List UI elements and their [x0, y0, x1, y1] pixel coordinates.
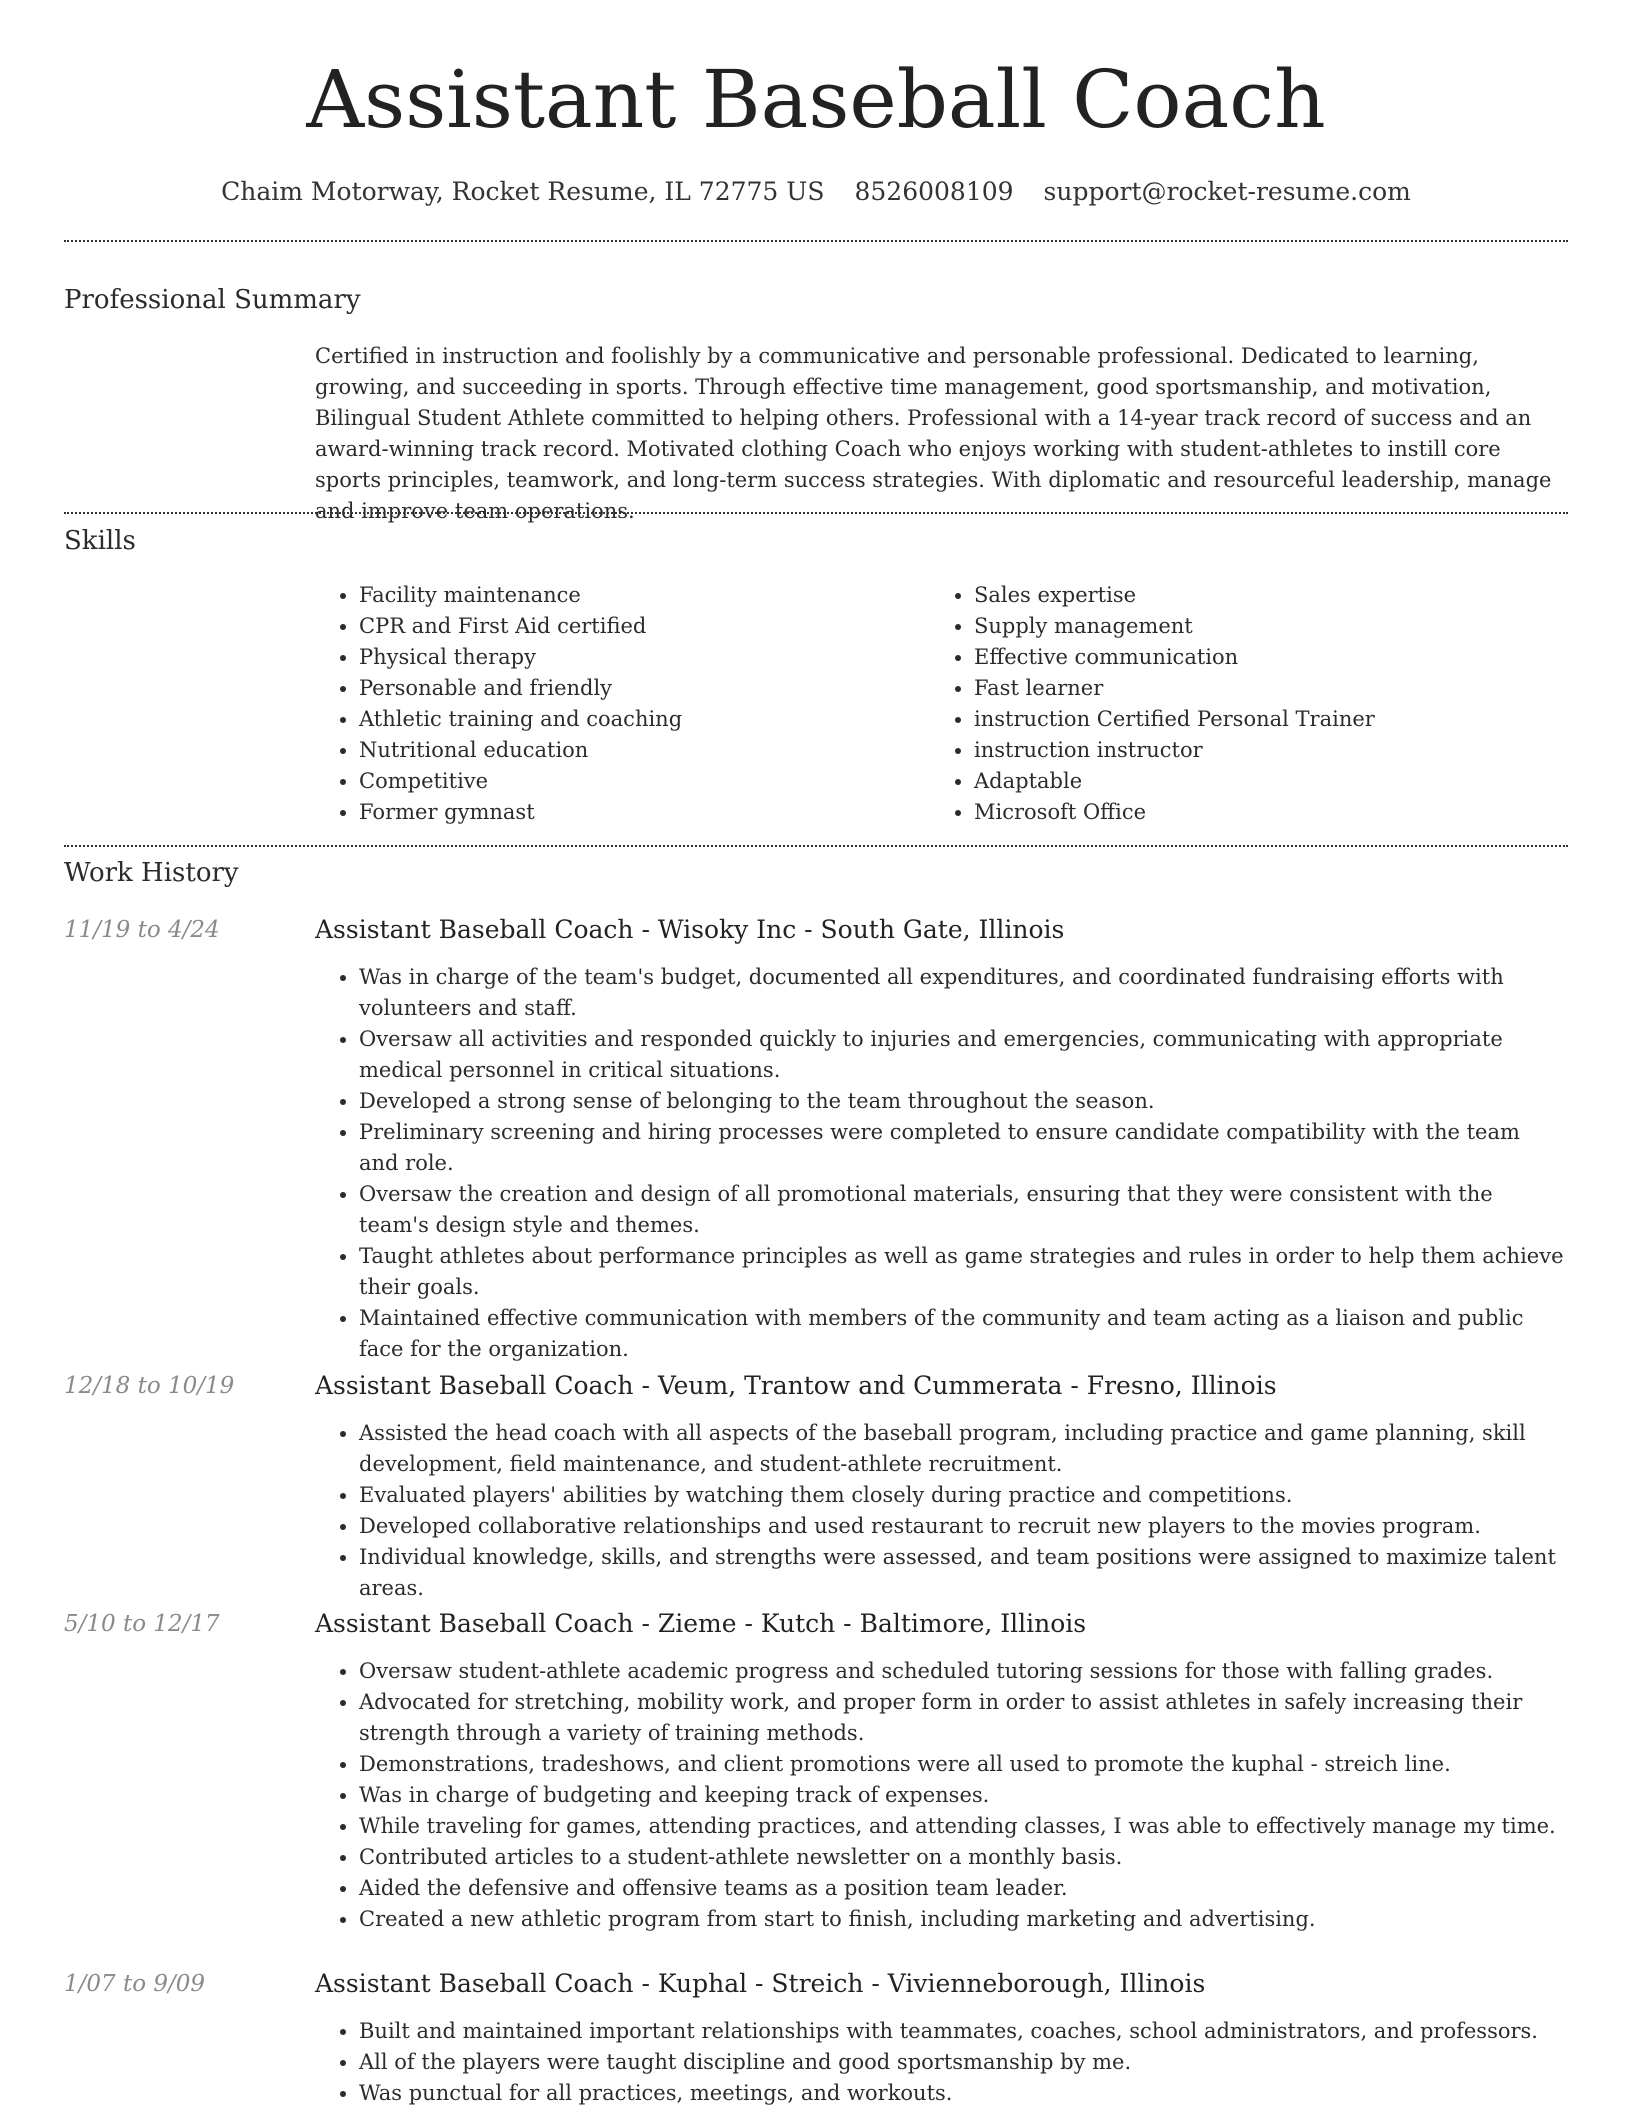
job-bullet: • Was punctual for all practices, meetings, and workouts. — [359, 2078, 1566, 2109]
job-title: Assistant Baseball Coach - Veum, Trantow and Cummerata - Fresno, Illinois — [315, 1371, 1277, 1400]
job-bullet: • Oversaw the creation and design of all promotional materials, ensuring that they were consistent with the team's design style and themes. — [359, 1179, 1566, 1241]
skill-item: • Sales expertise — [974, 580, 1545, 611]
skills-list — [315, 580, 1566, 828]
skill-item: • Adaptable — [974, 766, 1545, 797]
job-bullet: • Evaluated players' abilities by watching them closely during practice and competitions. — [359, 1480, 1566, 1511]
skill-item: • Former gymnast — [359, 797, 930, 828]
job-bullet: • Developed a strong sense of belonging to the team throughout the season. — [359, 1086, 1566, 1117]
job-bullet: • Was in charge of budgeting and keeping track of expenses. — [359, 1780, 1566, 1811]
contact-email: support@rocket-resume.com — [1043, 177, 1411, 206]
skill-item: • Facility maintenance — [359, 580, 930, 611]
contact-phone: 8526008109 — [854, 177, 1014, 206]
skill-item: • CPR and First Aid certified — [359, 611, 930, 642]
skill-item: • instruction Certified Personal Trainer — [974, 704, 1545, 735]
job-bullet: • Contributed articles to a student-athlete newsletter on a monthly basis. — [359, 1842, 1566, 1873]
resume-title: Assistant Baseball Coach — [306, 53, 1326, 146]
job-bullet: • Was in charge of the team's budget, documented all expenditures, and coordinated fundraising efforts with volunteers and staff. — [359, 962, 1566, 1024]
section-title-skills: Skills — [64, 526, 136, 556]
job-bullet: • Taught athletes about performance principles as well as game strategies and rules in order to help them achieve their goals. — [359, 1241, 1566, 1303]
job-bullets — [315, 1418, 1566, 1604]
job-bullet: • All of the players were taught discipline and good sportsmanship by me. — [359, 2047, 1566, 2078]
job-bullet: • Oversaw student-athlete academic progress and scheduled tutoring sessions for those with falling grades. — [359, 1656, 1566, 1687]
skills-column-right — [930, 580, 1545, 828]
skill-item: • Athletic training and coaching — [359, 704, 930, 735]
job-bullet: • Maintained effective communication with members of the community and team acting as a liaison and public face for the organization. — [359, 1303, 1566, 1365]
job-dates: 11/19 to 4/24 — [64, 917, 220, 943]
job-bullet: • Created a new athletic program from start to finish, including marketing and advertising. — [359, 1904, 1566, 1935]
resume-page — [64, 0, 1568, 2105]
job-bullet: • Preliminary screening and hiring processes were completed to ensure candidate compatibility with the team and role. — [359, 1117, 1566, 1179]
skill-item: • instruction instructor — [974, 735, 1545, 766]
job-bullets — [315, 1656, 1566, 1935]
skill-item: • Competitive — [359, 766, 930, 797]
divider-header — [64, 240, 1568, 242]
job-title: Assistant Baseball Coach - Wisoky Inc - South Gate, Illinois — [315, 915, 1065, 944]
skill-item: • Fast learner — [974, 673, 1545, 704]
job-dates: 12/18 to 10/19 — [64, 1373, 235, 1399]
job-bullet: • Aided the defensive and offensive teams as a position team leader. — [359, 1873, 1566, 1904]
skill-item: • Effective communication — [974, 642, 1545, 673]
contact-address: Chaim Motorway, Rocket Resume, IL 72775 US — [221, 177, 825, 206]
contact-line — [64, 174, 1568, 210]
divider-skills — [64, 845, 1568, 847]
job-title: Assistant Baseball Coach - Kuphal - Streich - Vivienneborough, Illinois — [315, 1969, 1206, 1998]
job-bullet: • Built and maintained important relationships with teammates, coaches, school administrators, and professors. — [359, 2016, 1566, 2047]
skill-item: • Microsoft Office — [974, 797, 1545, 828]
skill-item: • Nutritional education — [359, 735, 930, 766]
job-dates: 5/10 to 12/17 — [64, 1611, 220, 1637]
job-bullet: • Individual knowledge, skills, and strengths were assessed, and team positions were assigned to maximize talent areas. — [359, 1542, 1566, 1604]
job-bullets — [315, 962, 1566, 1365]
job-bullet: • Developed collaborative relationships and used restaurant to recruit new players to the movies program. — [359, 1511, 1566, 1542]
section-title-work-history: Work History — [64, 858, 239, 888]
job-bullet: • Assisted the head coach with all aspects of the baseball program, including practice and game planning, skill development, field maintenance, and student-athlete recruitment. — [359, 1418, 1566, 1480]
skill-item: • Personable and friendly — [359, 673, 930, 704]
skills-column-left — [315, 580, 930, 828]
job-bullets — [315, 2016, 1566, 2109]
section-title-summary: Professional Summary — [64, 285, 361, 315]
divider-summary — [64, 512, 1568, 514]
summary-text: Certified in instruction and foolishly by a communicative and personable professional. Dedicated to learning, growing, and succeeding in sports. Through effective time management, good sportsmanship, and motivation, Bilingual Student Athlete committed to helping others. Professional with a 14-year track record of success and an award-winning track record. Motivated clothing Coach who enjoys working with student-athletes to instill core sports principles, teamwork, and long-term success strategies. With diplomatic and resourceful leadership, manage and improve team operations. — [315, 344, 1552, 523]
job-bullet: • Demonstrations, tradeshows, and client promotions were all used to promote the kuphal - streich line. — [359, 1749, 1566, 1780]
job-bullet: • Oversaw all activities and responded quickly to injuries and emergencies, communicating with appropriate medical personnel in critical situations. — [359, 1024, 1566, 1086]
job-dates: 1/07 to 9/09 — [64, 1971, 206, 1997]
skill-item: • Physical therapy — [359, 642, 930, 673]
skill-item: • Supply management — [974, 611, 1545, 642]
job-bullet: • Advocated for stretching, mobility work, and proper form in order to assist athletes in safely increasing their strength through a variety of training methods. — [359, 1687, 1566, 1749]
job-title: Assistant Baseball Coach - Zieme - Kutch - Baltimore, Illinois — [315, 1609, 1087, 1638]
job-bullet: • While traveling for games, attending practices, and attending classes, I was able to effectively manage my time. — [359, 1811, 1566, 1842]
